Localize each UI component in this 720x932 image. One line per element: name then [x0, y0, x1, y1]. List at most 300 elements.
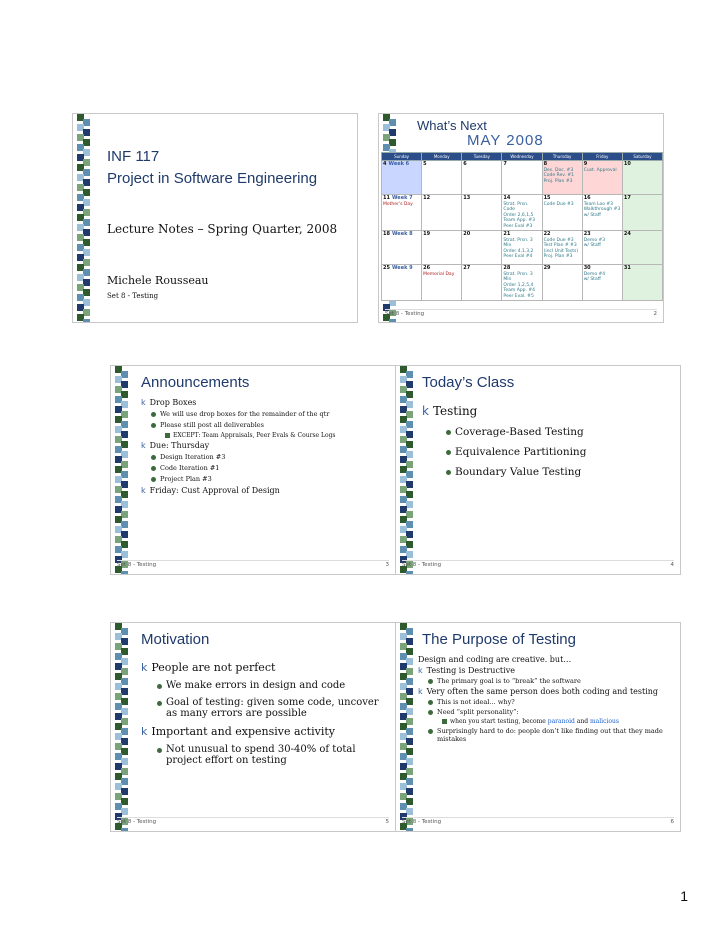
sidebar-square [400, 773, 407, 780]
calendar-day-cell [422, 195, 462, 231]
sidebar-square [400, 733, 407, 740]
calendar-event: Proj. Plan #3 [543, 254, 573, 259]
sidebar-square [115, 496, 122, 503]
sidebar-square [83, 249, 90, 256]
calendar-week-row [382, 265, 663, 301]
list-item-text: Very often the same person does both coding and testing [426, 687, 659, 696]
list-item-text: Testing [432, 404, 478, 418]
calendar-day-header: Tuesday [462, 153, 502, 161]
calendar-event: Team App. #3 [503, 218, 536, 223]
sub-list-item [428, 727, 674, 743]
calendar-event: w/ Staff [583, 212, 601, 218]
sub-list-item [446, 466, 672, 478]
sidebar-square [121, 551, 128, 558]
sidebar-square [406, 638, 413, 645]
dot-bullet-icon [428, 700, 433, 705]
sidebar-square [121, 461, 128, 468]
sidebar-square [121, 688, 128, 695]
calendar-event: Strat. Prsn. 3 Min [503, 271, 533, 282]
dot-bullet-icon [151, 423, 156, 428]
sidebar-square [406, 471, 413, 478]
calendar-event: Demo #3 [583, 237, 606, 243]
sidebar-square [400, 456, 407, 463]
calendar-day-number: 27 [463, 265, 471, 271]
slide-footer [385, 309, 657, 321]
slide3-title: Announcements [141, 374, 250, 391]
sidebar-square [406, 658, 413, 665]
calendar-week-label: Week 7 [391, 195, 413, 201]
sidebar-square [400, 516, 407, 523]
sidebar-square [77, 174, 84, 181]
sidebar-square [115, 783, 122, 790]
sidebar-square [400, 753, 407, 760]
sidebar-square [83, 229, 90, 236]
sidebar-square [400, 486, 407, 493]
slide-sidebar-pattern [77, 114, 91, 322]
sidebar-square [406, 421, 413, 428]
sub-item-wrap [428, 708, 674, 725]
calendar-day-number: 9 [583, 161, 588, 167]
sidebar-square [115, 663, 122, 670]
sidebar-square [121, 698, 128, 705]
highlight-paranoid: paranoid [547, 718, 575, 725]
sidebar-square [115, 673, 122, 680]
sidebar-square [121, 758, 128, 765]
calendar-event: Des. Doc. #3 [543, 167, 574, 173]
bullet-sublist [428, 698, 674, 743]
sidebar-square [121, 521, 128, 528]
sidebar-square [121, 491, 128, 498]
sidebar-square [115, 526, 122, 533]
sub-list-item [157, 744, 387, 766]
calendar-day-number: 28 [503, 265, 511, 271]
sidebar-square [406, 688, 413, 695]
sidebar-square [406, 391, 413, 398]
calendar-day-number: 18 Week 8 [383, 231, 413, 237]
sidebar-square [121, 778, 128, 785]
bullet-list [141, 661, 387, 766]
sidebar-square [383, 144, 390, 151]
sidebar-square [121, 738, 128, 745]
list-item [141, 725, 387, 766]
sidebar-square [115, 733, 122, 740]
calendar-day-cell [462, 231, 502, 265]
slide-sidebar-pattern [115, 366, 129, 574]
sidebar-square [400, 803, 407, 810]
calendar-week-row [382, 231, 663, 265]
sidebar-square [406, 551, 413, 558]
sidebar-square [121, 658, 128, 665]
sidebar-square [115, 713, 122, 720]
sidebar-square [400, 643, 407, 650]
sidebar-square [115, 416, 122, 423]
sub-list-item [157, 680, 387, 691]
sidebar-square [83, 309, 90, 316]
sidebar-square [115, 536, 122, 543]
calendar-day-number: 12 [423, 195, 431, 201]
sidebar-square [115, 426, 122, 433]
calendar-event: Team App. #4 [503, 288, 536, 293]
calendar-day-cell [622, 161, 662, 195]
calendar-note: Mother's Day [383, 201, 413, 207]
slide-sidebar-pattern [400, 623, 414, 831]
sub-list-item-text: Design Iteration #3 [160, 453, 226, 461]
slide-footer [402, 817, 674, 829]
list-item [141, 661, 387, 719]
sidebar-square [406, 678, 413, 685]
k-bullet-icon: k [422, 404, 429, 418]
sidebar-square [406, 728, 413, 735]
sidebar-square [389, 119, 396, 126]
calendar-event: Code Due #3 [543, 201, 574, 207]
sub-item-wrap [428, 698, 674, 706]
sidebar-square [115, 743, 122, 750]
sidebar-square [77, 124, 84, 131]
slide2-title: What’s Next [417, 118, 487, 133]
sidebar-square [121, 401, 128, 408]
sidebar-square [400, 366, 407, 373]
k-bullet-icon: k [418, 687, 423, 696]
calendar-day-cell [502, 161, 542, 195]
calendar-event: Peer Eval #3 [503, 223, 533, 229]
sidebar-square [83, 239, 90, 246]
sub-item-wrap [151, 453, 387, 461]
list-item-text: Friday: Cust Approval of Design [149, 486, 280, 495]
sub-list-item-text: Code Iteration #1 [160, 464, 220, 472]
dot-bullet-icon [151, 455, 156, 460]
sub-sub-list-item [165, 432, 387, 439]
calendar-event: Walkthrough #3 [583, 207, 621, 212]
calendar-day-cell [542, 231, 582, 265]
sidebar-square [406, 371, 413, 378]
sidebar-square [121, 648, 128, 655]
sub-item-wrap [428, 727, 674, 743]
sidebar-square [400, 723, 407, 730]
calendar-event: Peer Eval #4 [503, 254, 533, 259]
calendar-day-number: 24 [623, 231, 631, 237]
slide-5 [110, 622, 396, 832]
sub-list-item-text: Coverage-Based Testing [455, 426, 584, 438]
sidebar-square [400, 386, 407, 393]
calendar-day-cell [542, 195, 582, 231]
slide6-intro: Design and coding are creative. but… [418, 655, 572, 664]
calendar-day-number: 21 [503, 231, 511, 237]
sidebar-square [400, 506, 407, 513]
calendar-day-cell [422, 231, 462, 265]
slide5-body [141, 657, 387, 772]
calendar-day-cell [502, 265, 542, 301]
sidebar-square [406, 778, 413, 785]
bullet-sublist [151, 453, 387, 483]
sub-sub-list-item-text: EXCEPT: Team Appraisals, Peer Evals & Course Logs [173, 432, 336, 439]
sidebar-square [400, 623, 407, 630]
sidebar-square [83, 299, 90, 306]
sidebar-square [400, 436, 407, 443]
sidebar-square [121, 471, 128, 478]
sub-list-item [428, 708, 674, 716]
sub-list-item-text: We make errors in design and code [166, 680, 346, 691]
slide-footer [402, 560, 674, 572]
calendar-event: Code Rev. #1 [543, 173, 575, 178]
calendar-day-cell [582, 195, 622, 231]
calendar-day-number: 16 [583, 195, 591, 201]
sidebar-square [115, 803, 122, 810]
sidebar-square [77, 254, 84, 261]
calendar-day-cell [622, 265, 662, 301]
calendar-note: Memorial Day [423, 271, 455, 277]
list-item [141, 441, 387, 483]
calendar-week-label: Week 8 [391, 231, 413, 237]
sidebar-square [121, 441, 128, 448]
sidebar-square [77, 164, 84, 171]
sub-list-item [151, 421, 387, 429]
sidebar-square [83, 219, 90, 226]
sidebar-square [400, 713, 407, 720]
calendar-day-number: 4 Week 6 [383, 161, 410, 167]
sidebar-square [121, 678, 128, 685]
sidebar-square [406, 738, 413, 745]
sub-item-wrap [446, 466, 672, 478]
sidebar-square [77, 184, 84, 191]
list-item-text: Important and expensive activity [151, 725, 335, 738]
sub-list-item-text: Project Plan #3 [160, 475, 212, 483]
sub-item-wrap [151, 464, 387, 472]
calendar-event: Strat. Prsn. Code [503, 201, 529, 212]
calendar-day-header: Thursday [542, 153, 582, 161]
page-number: 1 [680, 888, 688, 904]
sidebar-square [406, 708, 413, 715]
sidebar-square [383, 134, 390, 141]
sidebar-square [406, 511, 413, 518]
sub-list-item [446, 446, 672, 458]
calendar-day-header: Monday [422, 153, 462, 161]
sidebar-square [406, 788, 413, 795]
sidebar-square [83, 149, 90, 156]
sub-list-item [428, 698, 674, 706]
list-item [418, 687, 674, 743]
sidebar-square [77, 154, 84, 161]
sidebar-square [121, 501, 128, 508]
list-item [141, 398, 387, 439]
sidebar-square [115, 703, 122, 710]
sidebar-square [406, 481, 413, 488]
sidebar-square [406, 401, 413, 408]
calendar-day-number: 20 [463, 231, 471, 237]
sidebar-square [400, 793, 407, 800]
list-item-text: People are not perfect [151, 661, 276, 674]
sidebar-square [406, 381, 413, 388]
sidebar-square [406, 748, 413, 755]
calendar-event: Peer Eval. #5 [503, 293, 534, 299]
sidebar-square [83, 139, 90, 146]
bullet-list [418, 666, 674, 743]
sidebar-square [83, 169, 90, 176]
sidebar-square [83, 259, 90, 266]
calendar-day-number: 5 [423, 161, 427, 167]
calendar-day-number: 30 [583, 265, 591, 271]
sidebar-square [383, 114, 390, 121]
sidebar-square [115, 486, 122, 493]
slide4-body [422, 402, 672, 486]
dot-bullet-icon [157, 701, 162, 706]
k-bullet-icon: k [141, 725, 148, 738]
calendar-day-cell [382, 231, 422, 265]
sidebar-square [83, 189, 90, 196]
sidebar-square [400, 476, 407, 483]
sub-item-wrap [157, 697, 387, 719]
sidebar-square [115, 683, 122, 690]
sidebar-square [400, 743, 407, 750]
calendar-day-cell [462, 265, 502, 301]
calendar-day-cell [502, 231, 542, 265]
sidebar-square [406, 541, 413, 548]
calendar-event: Order 1,2,5,4 [503, 282, 534, 288]
sidebar-square [115, 506, 122, 513]
sidebar-square [121, 431, 128, 438]
calendar-event: Strat. Prsn. 3 Min [503, 237, 533, 248]
sidebar-square [121, 808, 128, 815]
calendar-day-cell [462, 161, 502, 195]
calendar-day-cell [542, 161, 582, 195]
sidebar-square [83, 159, 90, 166]
calendar-day-number: 31 [623, 265, 631, 271]
sub-item-wrap [151, 421, 387, 439]
sidebar-square [115, 446, 122, 453]
calendar-day-cell [622, 231, 662, 265]
sidebar-square [406, 798, 413, 805]
slide-1 [72, 113, 358, 323]
sidebar-square [406, 501, 413, 508]
sidebar-square [406, 648, 413, 655]
calendar-event: Test Plan # #3 [543, 243, 577, 248]
sub-list-item-text: Please still post all deliverables [160, 421, 264, 429]
footer-label: Set 8 - Testing [117, 819, 157, 825]
calendar-day-number: 10 [623, 161, 631, 167]
calendar-day-header: Saturday [622, 153, 662, 161]
sidebar-square [121, 511, 128, 518]
k-bullet-icon: k [141, 486, 146, 495]
sidebar-square [400, 653, 407, 660]
calendar-day-cell [382, 161, 422, 195]
sidebar-square [400, 763, 407, 770]
list-item-text: Due: Thursday [149, 441, 210, 450]
sub-list-item-text: Surprisingly hard to do: people don’t like finding out that they made mistakes [437, 727, 663, 743]
sidebar-square [115, 456, 122, 463]
calendar-table [381, 152, 663, 301]
sidebar-square [83, 279, 90, 286]
calendar-day-number: 8 [543, 161, 548, 167]
sidebar-square [115, 516, 122, 523]
sub-item-wrap [151, 410, 387, 418]
sidebar-square [400, 426, 407, 433]
sidebar-square [83, 119, 90, 126]
slide-3 [110, 365, 396, 575]
highlight-malicious: malicious [589, 718, 619, 725]
sidebar-square [115, 753, 122, 760]
sidebar-square [115, 366, 122, 373]
sub-list-item [151, 464, 387, 472]
slide6-body [418, 655, 674, 745]
sidebar-square [121, 421, 128, 428]
sidebar-square [77, 114, 84, 121]
list-item-text: Drop Boxes [149, 398, 197, 407]
sub-list-item [428, 677, 674, 685]
slide-sidebar-pattern [400, 366, 414, 574]
calendar-day-cell [382, 195, 422, 231]
sidebar-square [121, 531, 128, 538]
calendar-day-cell [622, 195, 662, 231]
sidebar-square [121, 481, 128, 488]
dot-bullet-icon [157, 748, 162, 753]
calendar-day-header: Friday [582, 153, 622, 161]
calendar-event: w/ Staff [583, 243, 601, 248]
footer-label: Set 8 - Testing [385, 311, 425, 317]
sidebar-square [83, 199, 90, 206]
calendar-day-number: 29 [543, 265, 551, 271]
dot-bullet-icon [151, 466, 156, 471]
list-item [422, 404, 672, 478]
sub-item-wrap [157, 680, 387, 691]
calendar-day-number: 7 [503, 161, 507, 167]
dot-bullet-icon [157, 684, 162, 689]
calendar-week-row [382, 195, 663, 231]
calendar-day-number: 15 [543, 195, 551, 201]
footer-label: Set 8 - Testing [402, 819, 442, 825]
sidebar-square [406, 441, 413, 448]
calendar-header-row [382, 153, 663, 161]
sidebar-square [400, 546, 407, 553]
dot-bullet-icon [446, 450, 451, 455]
sidebar-square [115, 623, 122, 630]
calendar-day-header: Sunday [382, 153, 422, 161]
square-bullet-icon [165, 433, 170, 438]
sidebar-square [406, 628, 413, 635]
calendar [381, 152, 663, 301]
calendar-day-cell [462, 195, 502, 231]
sub-sub-text-post: and [574, 718, 590, 725]
sidebar-square [77, 294, 84, 301]
sidebar-square [121, 668, 128, 675]
sidebar-square [115, 773, 122, 780]
sidebar-square [400, 536, 407, 543]
sidebar-square [406, 461, 413, 468]
k-bullet-icon: k [141, 661, 148, 674]
dot-bullet-icon [151, 477, 156, 482]
sidebar-square [77, 264, 84, 271]
sidebar-square [406, 758, 413, 765]
calendar-day-cell [382, 265, 422, 301]
sidebar-square [406, 768, 413, 775]
sidebar-square [83, 179, 90, 186]
calendar-event: Demo #4 [583, 271, 606, 277]
sidebar-square [115, 643, 122, 650]
dot-bullet-icon [428, 710, 433, 715]
dot-bullet-icon [446, 470, 451, 475]
calendar-month: MAY 2008 [467, 132, 544, 149]
sidebar-square [406, 411, 413, 418]
sub-list-item [157, 697, 387, 719]
sidebar-square [406, 808, 413, 815]
sidebar-square [400, 496, 407, 503]
bullet-list [422, 404, 672, 478]
calendar-day-number: 14 [503, 195, 511, 201]
slide-sidebar-pattern [115, 623, 129, 831]
sub-list-item-text: We will use drop boxes for the remainder of the qtr [160, 410, 330, 418]
sidebar-square [77, 224, 84, 231]
sub-list-item [151, 453, 387, 461]
sub-list-item-text: The primary goal is to “break” the software [437, 677, 581, 685]
sub-item-wrap [157, 744, 387, 766]
